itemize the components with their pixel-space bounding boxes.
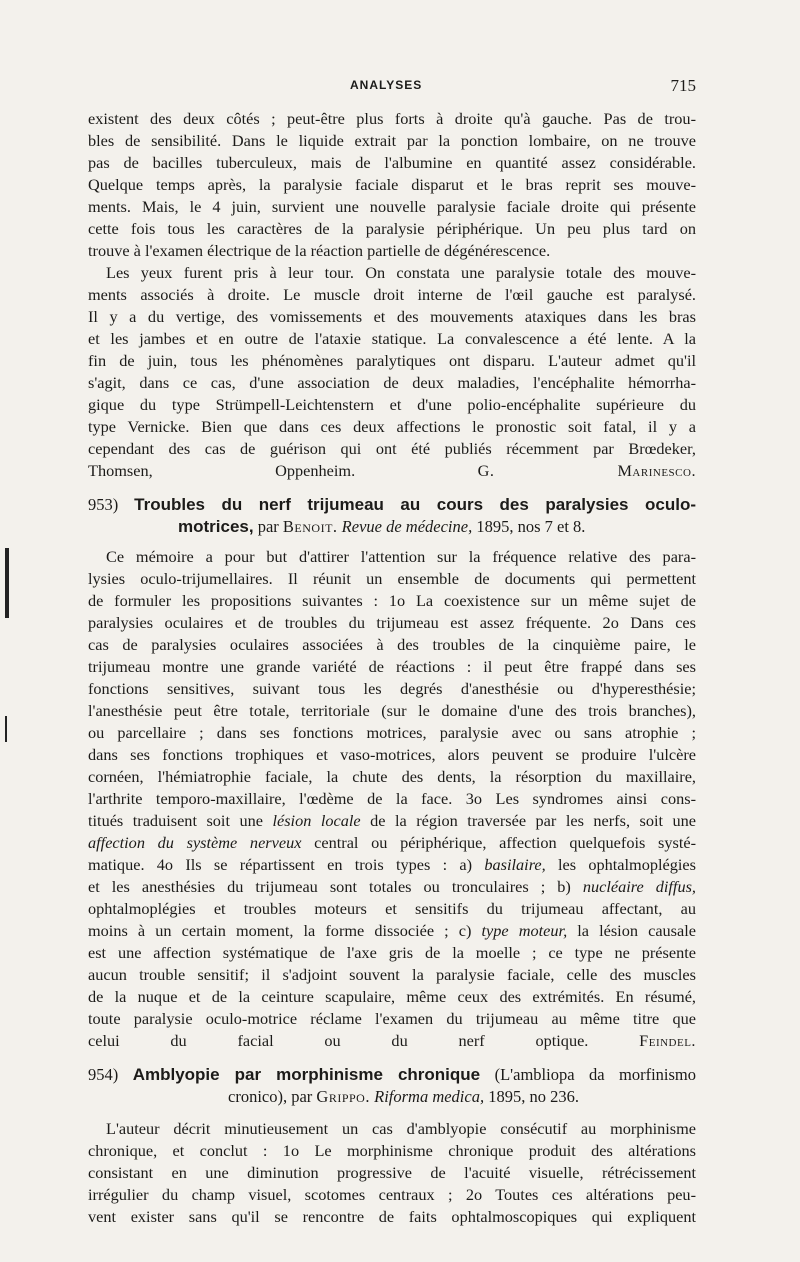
- page-number: 715: [670, 76, 696, 95]
- text-fragment: Thomsen, Oppenheim.: [88, 461, 356, 480]
- text-fragment: moins à un certain moment, la forme dissociée ; c): [88, 921, 472, 940]
- signature: G. Marinesco.: [477, 461, 697, 480]
- signature: Feindel.: [639, 1031, 697, 1050]
- text-line: aucun trouble sensitif; il s'adjoint souvent la paralysie faciale, celle des muscles: [88, 965, 696, 984]
- running-header: [88, 76, 696, 98]
- emphasis: nucléaire diffus,: [582, 877, 697, 896]
- text-fragment: de la région traversée par les nerfs, soit une: [370, 811, 697, 830]
- text-line: Il y a du vertige, des vomissements et des mouvements ataxiques dans les bras: [88, 307, 696, 326]
- article-heading-954-cont: [228, 1086, 608, 1108]
- text-line: cornéen, l'hémiatrophie faciale, la chute des dents, la résorption du maxillaire,: [88, 767, 696, 786]
- article-original-title-cont: cronico), par: [228, 1087, 313, 1106]
- scan-mark: [5, 716, 7, 742]
- text-line: irrégulier du champ visuel, scotomes centraux ; 2o Toutes ces altérations peu-: [88, 1185, 696, 1204]
- header-title: ANALYSES: [350, 78, 423, 92]
- text-fragment: matique. 4o Ils se répartissent en trois types : a): [88, 855, 473, 874]
- text-line: cependant des cas de guérison qui ont été publiés récemment par Brœdeker,: [88, 439, 696, 458]
- text-fragment: central ou périphérique, affection quelquefois systé-: [314, 833, 696, 852]
- emphasis: lésion locale: [272, 811, 361, 830]
- text-line-with-signature: [88, 1030, 696, 1052]
- text-line: vent exister sans qu'il se rencontre de faits ophtalmoscopiques qui expliquent: [88, 1207, 696, 1226]
- text-line: pas de bacilles tuberculeux, mais de l'albumine en quantité assez considérable.: [88, 153, 696, 172]
- text-line: [88, 920, 696, 942]
- text-line: dans ses fonctions trophiques et vaso-motrices, alors peuvent se produire l'ulcère: [88, 745, 696, 764]
- article-author: Benoit.: [282, 517, 338, 536]
- text-line: Ce mémoire a pour but d'attirer l'attention sur la fréquence relative des para-: [106, 547, 696, 566]
- text-line: L'auteur décrit minutieusement un cas d'amblyopie consécutif au morphinisme: [106, 1119, 696, 1138]
- text-line: de formuler les propositions suivantes : 1o La coexistence sur un même sujet de: [88, 591, 696, 610]
- emphasis: type moteur,: [481, 921, 568, 940]
- text-line: lysies oculo-trijumellaires. Il réunit un ensemble de documents qui permettent: [88, 569, 696, 588]
- text-line: ou parcellaire ; dans ses fonctions motrices, paralysie avec ou sans atrophie ;: [88, 723, 696, 742]
- text-line: trouve à l'examen électrique de la réaction partielle de dégénérescence.: [88, 241, 551, 260]
- text-fragment: la lésion causale: [577, 921, 696, 940]
- by-word: par: [257, 517, 279, 536]
- article-heading-953-cont: [178, 516, 608, 538]
- text-line: paralysies oculaires et de troubles du trijumeau est assez fréquente. 2o Dans ces: [88, 613, 696, 632]
- article-original-title: (L'ambliopa da morfinismo: [494, 1065, 696, 1084]
- text-line: cette fois tous les caractères de la paralysie périphérique. Un peu plus tard on: [88, 219, 696, 238]
- article-reference: 1895, nos 7 et 8.: [476, 517, 586, 536]
- text-line: l'anesthésie peut être totale, territoriale (sur le domaine d'une des trois branches),: [88, 701, 696, 720]
- text-line: Les yeux furent pris à leur tour. On constata une paralysie totale des mouve-: [106, 263, 696, 282]
- text-line: [88, 876, 696, 898]
- text-fragment: et les anesthésies du trijumeau sont totales ou tronculaires ; b): [88, 877, 571, 896]
- text-line: l'arthrite temporo-maxillaire, l'œdème de la face. 3o Les syndromes ainsi cons-: [88, 789, 696, 808]
- scan-mark: [5, 548, 9, 618]
- text-line: bles de sensibilité. Dans le liquide extrait par la ponction lombaire, on ne trouve: [88, 131, 696, 150]
- text-line: toute paralysie oculo-motrice réclame l'examen du trijumeau au même titre que: [88, 1009, 696, 1028]
- text-line: fin de juin, tous les phénomènes paralytiques ont disparu. L'auteur admet qu'il: [88, 351, 696, 370]
- text-fragment: titués traduisent soit une: [88, 811, 263, 830]
- text-line: cas de paralysies oculaires associées à des troubles de la cinquième paire, le: [88, 635, 696, 654]
- text-line: consistant en une diminution progressive de l'acuité visuelle, rétrécissement: [88, 1163, 696, 1182]
- article-reference: 1895, no 236.: [488, 1087, 579, 1106]
- article-number: 953): [88, 495, 119, 514]
- text-line: [88, 810, 696, 832]
- text-line: gique du type Strümpell-Leichtenstern et d'une polio-encéphalite supérieure du: [88, 395, 696, 414]
- text-line: chronique, et conclut : 1o Le morphinisme chronique produit des altérations: [88, 1141, 696, 1160]
- text-line: ments associés à droite. Le muscle droit interne de l'œil gauche est paralysé.: [88, 285, 696, 304]
- article-heading-954: [88, 1064, 696, 1086]
- text-line: de la nuque et de la ceinture scapulaire, même ceux des extrémités. En résumé,: [88, 987, 696, 1006]
- article-heading-953: [88, 494, 696, 516]
- article-title: Troubles du nerf trijumeau au cours des paralysies oculo-: [134, 495, 697, 514]
- text-line: type Vernicke. Bien que dans ces deux affections le pronostic soit fatal, il y a: [88, 417, 696, 436]
- text-line: s'agit, dans ce cas, d'une association de deux maladies, l'encéphalite hémorrha-: [88, 373, 696, 392]
- article-journal: Revue de médecine,: [341, 517, 473, 536]
- text-line: ments. Mais, le 4 juin, survient une nouvelle paralysie faciale droite qui présente: [88, 197, 696, 216]
- text-fragment: les ophtalmoplégies: [558, 855, 696, 874]
- text-line: [88, 854, 696, 876]
- text-line: ophtalmoplégies et troubles moteurs et sensitifs du trijumeau affectant, au: [88, 899, 696, 918]
- emphasis: affection du système nerveux: [88, 833, 302, 852]
- article-number: 954): [88, 1065, 119, 1084]
- article-title-cont: motrices,: [178, 517, 254, 536]
- text-line: Quelque temps après, la paralysie faciale disparut et le bras reprit ses mouve-: [88, 175, 696, 194]
- article-title: Amblyopie par morphinisme chronique: [132, 1065, 481, 1084]
- emphasis: basilaire,: [484, 855, 546, 874]
- text-line: existent des deux côtés ; peut-être plus forts à droite qu'à gauche. Pas de trou-: [88, 109, 696, 128]
- text-line: [88, 832, 696, 854]
- text-line: trijumeau montre une grande variété de réactions : il peut être frappé dans ses: [88, 657, 696, 676]
- text-fragment: celui du facial ou du nerf optique.: [88, 1031, 589, 1050]
- article-author: Grippo.: [316, 1087, 370, 1106]
- text-line-with-signature: [88, 460, 696, 482]
- text-line: fonctions sensitives, suivant tous les degrés d'anesthésie ou d'hyperesthésie;: [88, 679, 696, 698]
- text-line: et les jambes et en outre de l'ataxie statique. La convalescence a été lente. A la: [88, 329, 696, 348]
- article-journal: Riforma medica,: [374, 1087, 485, 1106]
- text-line: est une affection systématique de l'axe gris de la moelle ; ce type ne présente: [88, 943, 696, 962]
